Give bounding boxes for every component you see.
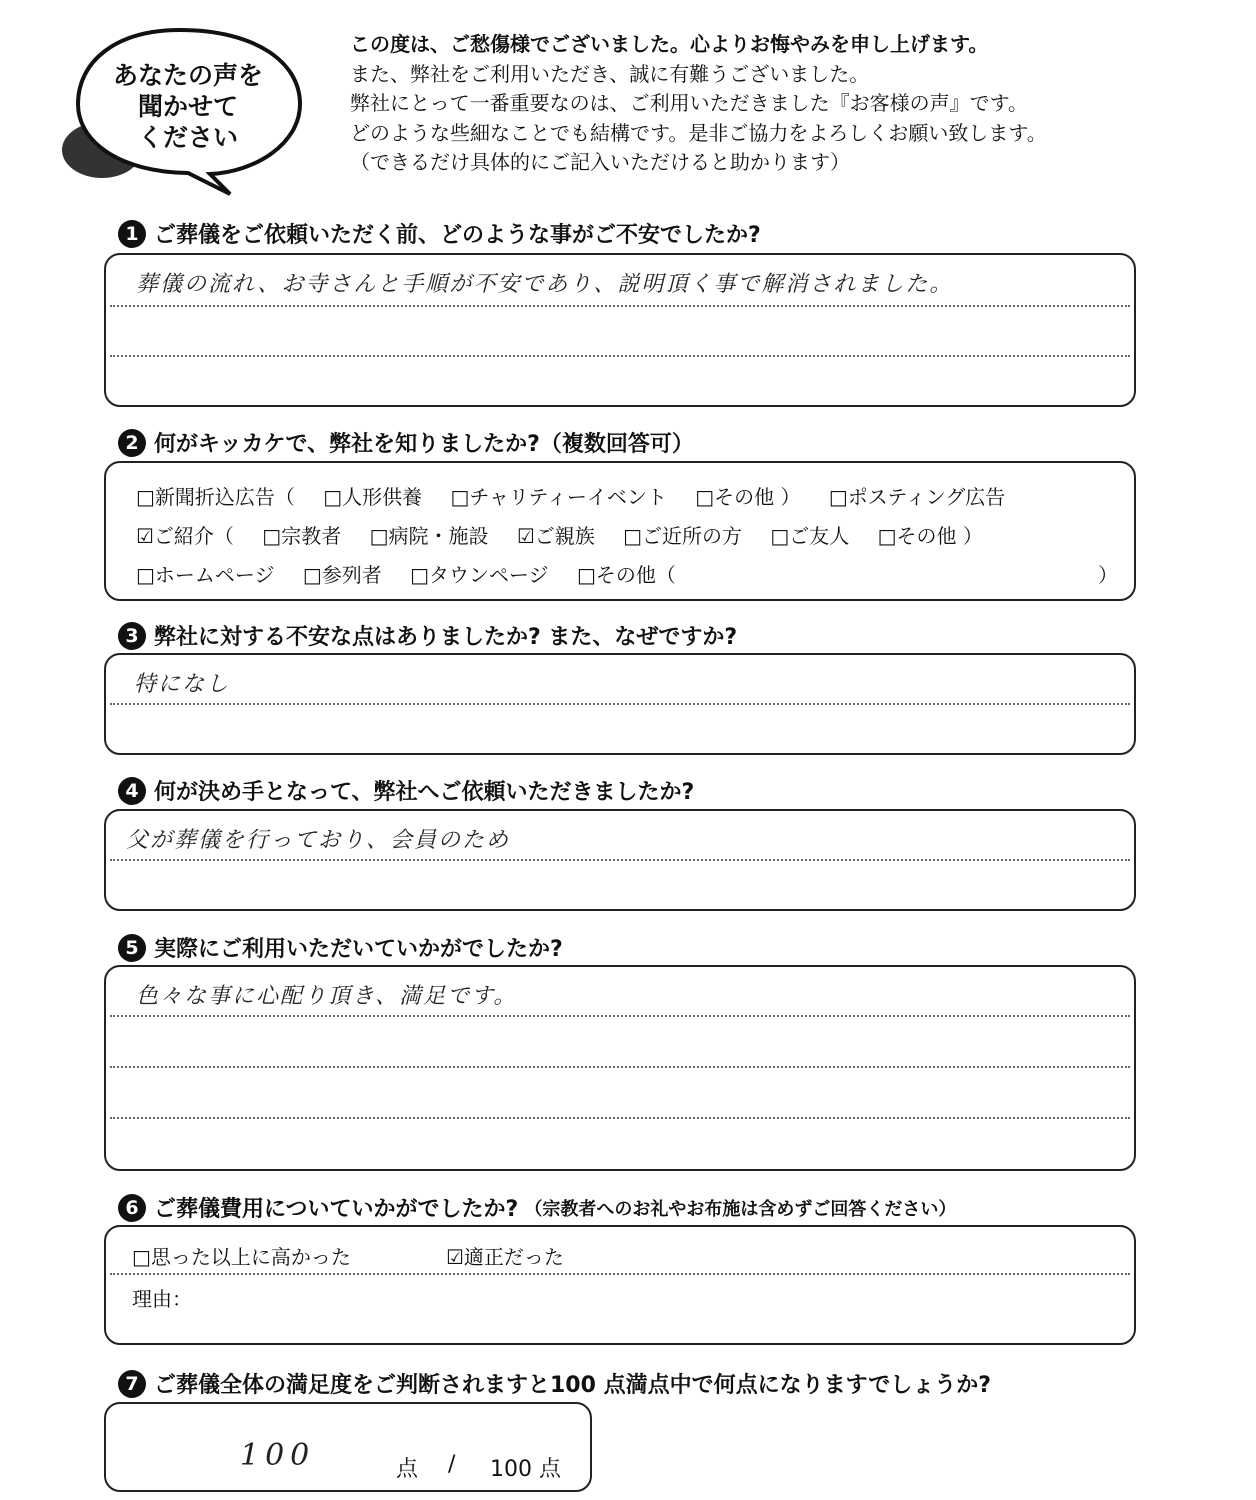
answer-box-3[interactable] [104,653,1136,755]
option-doll-memorial[interactable]: □人形供養 [323,485,423,509]
score-box[interactable] [104,1402,592,1492]
question-2: 2 何がキッカケで、弊社を知りましたか?（複数回答可） [118,427,694,458]
options-row-3-close: ） [1098,563,1118,587]
question-3: 3 弊社に対する不安な点はありましたか? また、なぜですか? [118,620,737,651]
option-homepage[interactable]: □ホームページ [136,563,275,587]
intro-text: この度は、ご愁傷様でございました。心よりお悔やみを申し上げます。 また、弊社をご利用いただき、誠に有難うございました。 弊社にとって一番重要なのは、ご利用いただきました『お客様の声』です。 どのような些細なことでも結構です。是非ご協力をよろしくお願い致します。 （できるだけ具体的にご記入いただけると助かります） [350,32,1047,174]
option-other-1[interactable]: □その他 ） [695,485,801,509]
option-posting-ad[interactable]: □ポスティング広告 [828,485,1006,509]
question-6: 6 ご葬儀費用についていかがでしたか? （宗教者へのお礼やお布施は含めずご回答ください） [118,1192,956,1223]
option-friends[interactable]: □ご友人 [770,524,850,548]
question-4: 4 何が決め手となって、弊社へご依頼いただきましたか? [118,775,694,806]
option-referral[interactable]: ☑ご紹介（ [136,524,234,548]
score-slash: / [448,1452,456,1477]
reason-label: 理由： [132,1287,192,1311]
option-charity-event[interactable]: □チャリティーイベント [450,485,667,509]
score-max: 100 点 [490,1457,561,1482]
option-other-3[interactable]: □その他（ [576,563,676,587]
option-clergy[interactable]: □宗教者 [262,524,342,548]
option-attendee[interactable]: □参列者 [302,563,382,587]
option-townpage[interactable]: □タウンページ [410,563,549,587]
option-appropriate[interactable]: ☑適正だった [446,1245,564,1269]
answer-box-1[interactable] [104,253,1136,407]
options-box-2 [104,461,1136,601]
score-unit: 点 [396,1457,419,1482]
bubble-title: あなたの声を 聞かせて ください [112,61,263,152]
options-row-1 [136,481,1027,510]
option-too-expensive[interactable]: □思った以上に高かった [132,1245,351,1269]
question-7: 7 ご葬儀全体の満足度をご判断されますと100 点満点中で何点になりますでしょうか? [118,1368,991,1399]
answer-1: 葬儀の流れ、お寺さんと手順が不安であり、説明頂く事で解消されました。 [136,272,954,297]
options-row-3 [136,559,698,588]
answer-3: 特になし [134,672,231,697]
question-5: 5 実際にご利用いただいていかがでしたか? [118,932,563,963]
answer-box-5[interactable] [104,965,1136,1171]
score-value: 100 [240,1438,316,1473]
options-row-2 [136,520,1005,549]
option-other-2[interactable]: □その他 ） [877,524,983,548]
option-relatives[interactable]: ☑ご親族 [516,524,595,548]
option-newspaper[interactable]: □新聞折込広告（ [136,485,295,509]
answer-box-4[interactable] [104,809,1136,911]
answer-4: 父が葬儀を行っており、会員のため [126,828,511,853]
option-hospital[interactable]: □病院・施設 [369,524,489,548]
question-1: 1 ご葬儀をご依頼いただく前、どのような事がご不安でしたか? [118,218,761,249]
answer-box-6 [104,1225,1136,1345]
answer-5: 色々な事に心配り頂き、満足です。 [136,984,518,1009]
option-neighbors[interactable]: □ご近所の方 [623,524,743,548]
